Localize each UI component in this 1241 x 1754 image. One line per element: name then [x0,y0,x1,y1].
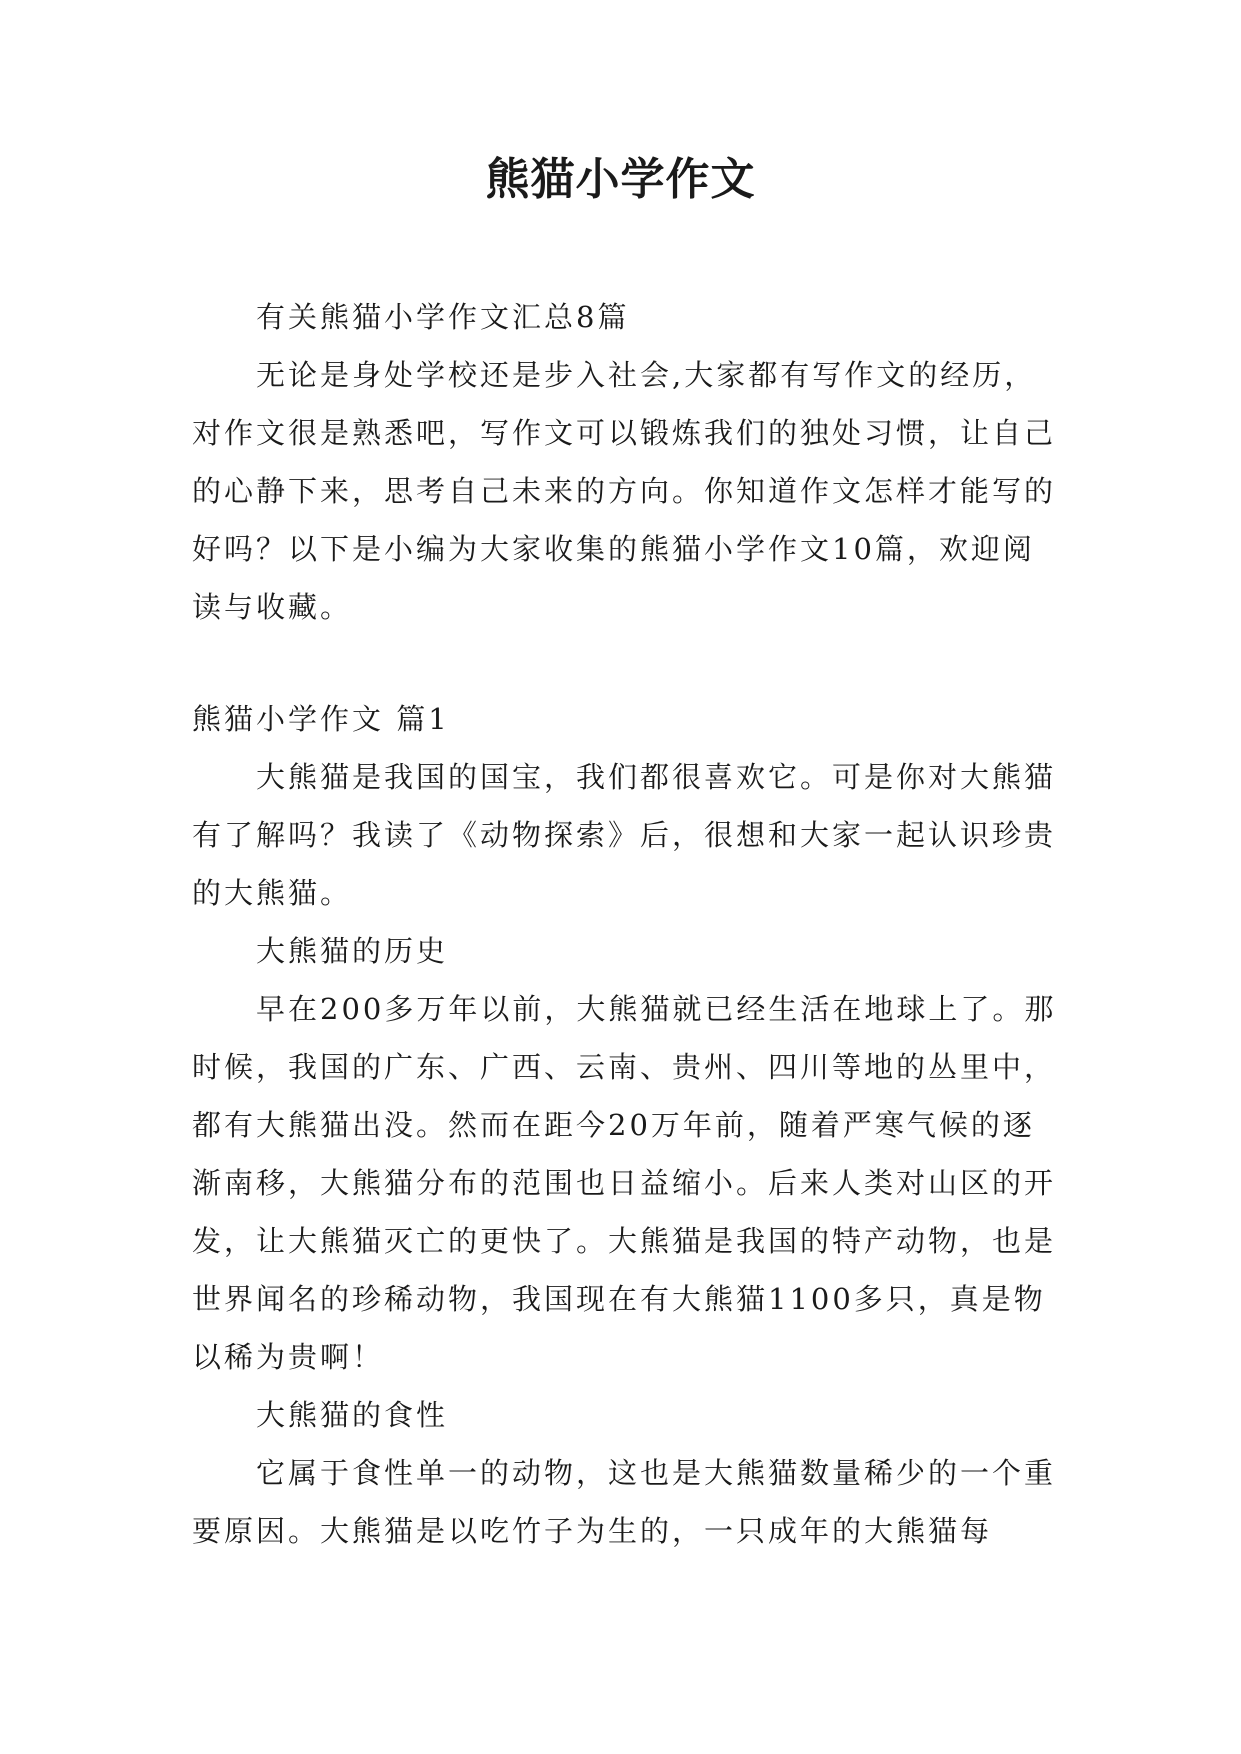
subheading-history: 大熊猫的历史 [256,934,449,968]
document-title: 熊猫小学作文 [485,154,756,205]
section-heading: 熊猫小学作文 篇1 [192,702,450,736]
subheading-diet: 大熊猫的食性 [256,1398,449,1432]
document-subtitle: 有关熊猫小学作文汇总8篇 [256,300,630,334]
body-paragraph: 它属于食性单一的动物，这也是大熊猫数量稀少的一个重要原因。大熊猫是以吃竹子为生的，一只成年的大熊猫每 [192,1456,1057,1548]
body-paragraph: 早在200多万年以前，大熊猫就已经生活在地球上了。那时候，我国的广东、广西、云南、贵州、四川等地的丛里中，都有大熊猫出没。然而在距今20万年前，随着严寒气候的逐渐南移，大熊猫分布的范围也日益缩小。后来人类对山区的开发，让大熊猫灭亡的更快了。大熊猫是我国的特产动物，也是世界闻名的珍稀动物，我国现在有大熊猫1100多只，真是物以稀为贵啊！ [192,992,1057,1374]
document-body [192,288,1062,1560]
body-paragraph: 大熊猫是我国的国宝，我们都很喜欢它。可是你对大熊猫有了解吗？我读了《动物探索》后，很想和大家一起认识珍贵的大熊猫。 [192,760,1057,910]
intro-paragraph: 无论是身处学校还是步入社会,大家都有写作文的经历，对作文很是熟悉吧，写作文可以锻炼我们的独处习惯，让自己的心静下来，思考自己未来的方向。你知道作文怎样才能写的好吗？以下是小编为大家收集的熊猫小学作文10篇，欢迎阅读与收藏。 [192,358,1057,624]
